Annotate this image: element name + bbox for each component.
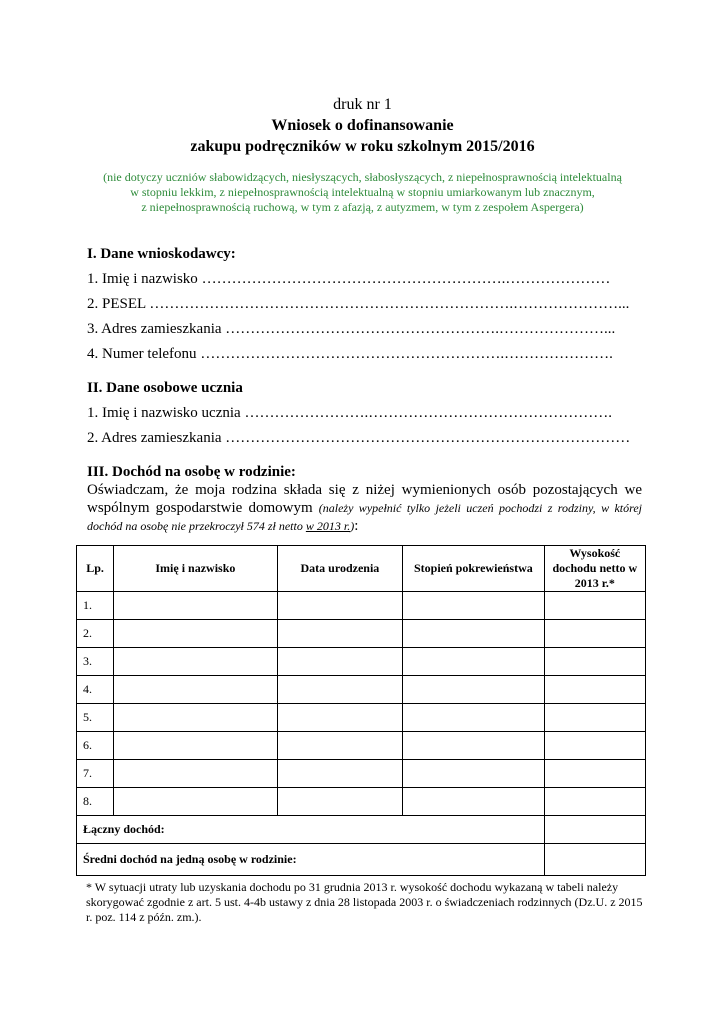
household-income-table <box>76 545 646 876</box>
eligibility-note-line2: w stopniu lekkim, z niepełnosprawnością intelektualną w stopniu umiarkowanym lub znacznym, <box>130 185 595 199</box>
average-income-row <box>77 844 646 876</box>
cell-name[interactable] <box>114 760 278 788</box>
cell-relation[interactable] <box>403 704 544 732</box>
cell-relation[interactable] <box>403 592 544 620</box>
row-number: 3. <box>77 648 114 676</box>
section-income-heading: III. Dochód na osobę w rodzinie: <box>87 464 296 480</box>
table-header-row <box>77 546 646 592</box>
field-label: 3. Adres zamieszkania <box>87 321 222 337</box>
cell-income[interactable] <box>544 704 645 732</box>
col-header-lp: Lp. <box>77 546 114 592</box>
declaration-note: (należy wypełnić tylko jeżeli uczeń pochodzi z rodziny, w której dochód na osobę nie przekroczył 574 zł netto w 2013 r.) <box>87 501 643 533</box>
cell-income[interactable] <box>544 676 645 704</box>
field-applicant-phone[interactable] <box>87 346 642 363</box>
field-blank: ……………………………………………………………….…………………... <box>149 296 630 312</box>
field-student-name[interactable] <box>87 405 642 422</box>
field-blank: …………………………………………………….………………… <box>201 271 611 287</box>
cell-dob[interactable] <box>277 732 402 760</box>
household-declaration: Oświadczam, że moja rodzina składa się z niżej wymienionych osób pozostających we wspólnym gospodarstwie domowym (należy wypełnić tylko jeżeli uczeń pochodzi z rodziny, w której dochód na osobę nie przekroczył 574 zł netto w 2013 r.): <box>87 482 643 534</box>
cell-name[interactable] <box>114 732 278 760</box>
cell-dob[interactable] <box>277 676 402 704</box>
field-blank: …………………….…………………………………………. <box>244 405 612 421</box>
cell-name[interactable] <box>114 704 278 732</box>
table-row <box>77 732 646 760</box>
cell-dob[interactable] <box>277 592 402 620</box>
cell-relation[interactable] <box>403 788 544 816</box>
field-applicant-pesel[interactable] <box>87 296 642 313</box>
table-row <box>77 620 646 648</box>
section-student-heading: II. Dane osobowe ucznia <box>87 380 243 396</box>
income-footnote: * W sytuacji utraty lub uzyskania dochodu po 31 grudnia 2013 r. wysokość dochodu wykazaną w tabeli należy skorygować zgodnie z art. 5 ust. 4-4b ustawy z dnia 28 listopada 2003 r. o świadczeniach rodzinnych (Dz.U. z 2015 r. poz. 114 z późn. zm.). <box>86 880 643 924</box>
cell-name[interactable] <box>114 648 278 676</box>
field-label: 4. Numer telefonu <box>87 346 197 362</box>
field-label: 2. PESEL <box>87 296 146 312</box>
field-applicant-address[interactable] <box>87 321 642 338</box>
row-number: 7. <box>77 760 114 788</box>
row-number: 1. <box>77 592 114 620</box>
cell-income[interactable] <box>544 592 645 620</box>
row-number: 2. <box>77 620 114 648</box>
section-applicant-heading: I. Dane wnioskodawcy: <box>87 246 236 262</box>
cell-dob[interactable] <box>277 788 402 816</box>
col-header-name: Imię i nazwisko <box>114 546 278 592</box>
cell-dob[interactable] <box>277 704 402 732</box>
cell-dob[interactable] <box>277 648 402 676</box>
cell-dob[interactable] <box>277 620 402 648</box>
col-header-dob: Data urodzenia <box>277 546 402 592</box>
total-income-label: Łączny dochód: <box>77 816 545 844</box>
declaration-year: w 2013 r. <box>305 519 351 533</box>
field-applicant-name[interactable] <box>87 271 642 288</box>
field-blank: ……………………………………………….…………………... <box>225 321 616 337</box>
cell-relation[interactable] <box>403 760 544 788</box>
row-number: 8. <box>77 788 114 816</box>
field-blank: …………………………………………………….…………………. <box>200 346 613 362</box>
field-label: 1. Imię i nazwisko <box>87 271 198 287</box>
document-subtitle: zakupu podręczników w roku szkolnym 2015/2016 <box>190 138 535 155</box>
total-income-value[interactable] <box>544 816 645 844</box>
row-number: 5. <box>77 704 114 732</box>
field-label: 1. Imię i nazwisko ucznia <box>87 405 241 421</box>
cell-income[interactable] <box>544 620 645 648</box>
cell-dob[interactable] <box>277 760 402 788</box>
average-income-value[interactable] <box>544 844 645 876</box>
form-number: druk nr 1 <box>333 96 392 113</box>
col-header-relation: Stopień pokrewieństwa <box>403 546 544 592</box>
cell-relation[interactable] <box>403 648 544 676</box>
cell-relation[interactable] <box>403 620 544 648</box>
field-blank: ……………………………………………………………………… <box>225 430 631 446</box>
cell-name[interactable] <box>114 788 278 816</box>
document-title: Wniosek o dofinansowanie <box>271 117 454 134</box>
cell-name[interactable] <box>114 592 278 620</box>
cell-name[interactable] <box>114 676 278 704</box>
eligibility-note-line3: z niepełnosprawnością ruchową, w tym z afazją, z autyzmem, w tym z zespołem Aspergera) <box>141 200 584 214</box>
table-row <box>77 676 646 704</box>
cell-income[interactable] <box>544 788 645 816</box>
row-number: 4. <box>77 676 114 704</box>
table-row <box>77 760 646 788</box>
average-income-label: Średni dochód na jedną osobę w rodzinie: <box>77 844 545 876</box>
cell-income[interactable] <box>544 760 645 788</box>
cell-relation[interactable] <box>403 732 544 760</box>
cell-income[interactable] <box>544 732 645 760</box>
row-number: 6. <box>77 732 114 760</box>
total-income-row <box>77 816 646 844</box>
eligibility-note-line1: (nie dotyczy uczniów słabowidzących, niesłyszących, słabosłyszących, z niepełnosprawnością intelektualną <box>103 170 622 184</box>
declaration-text: Oświadczam, że moja rodzina składa się z niżej wymienionych osób pozostających we wspólnym gospodarstwie domowym <box>87 482 642 516</box>
field-student-address[interactable] <box>87 430 642 447</box>
cell-name[interactable] <box>114 620 278 648</box>
field-label: 2. Adres zamieszkania <box>87 430 222 446</box>
table-row <box>77 648 646 676</box>
table-row <box>77 704 646 732</box>
cell-income[interactable] <box>544 648 645 676</box>
cell-relation[interactable] <box>403 676 544 704</box>
table-row <box>77 788 646 816</box>
col-header-income: Wysokość dochodu netto w 2013 r.* <box>544 546 645 592</box>
table-row <box>77 592 646 620</box>
